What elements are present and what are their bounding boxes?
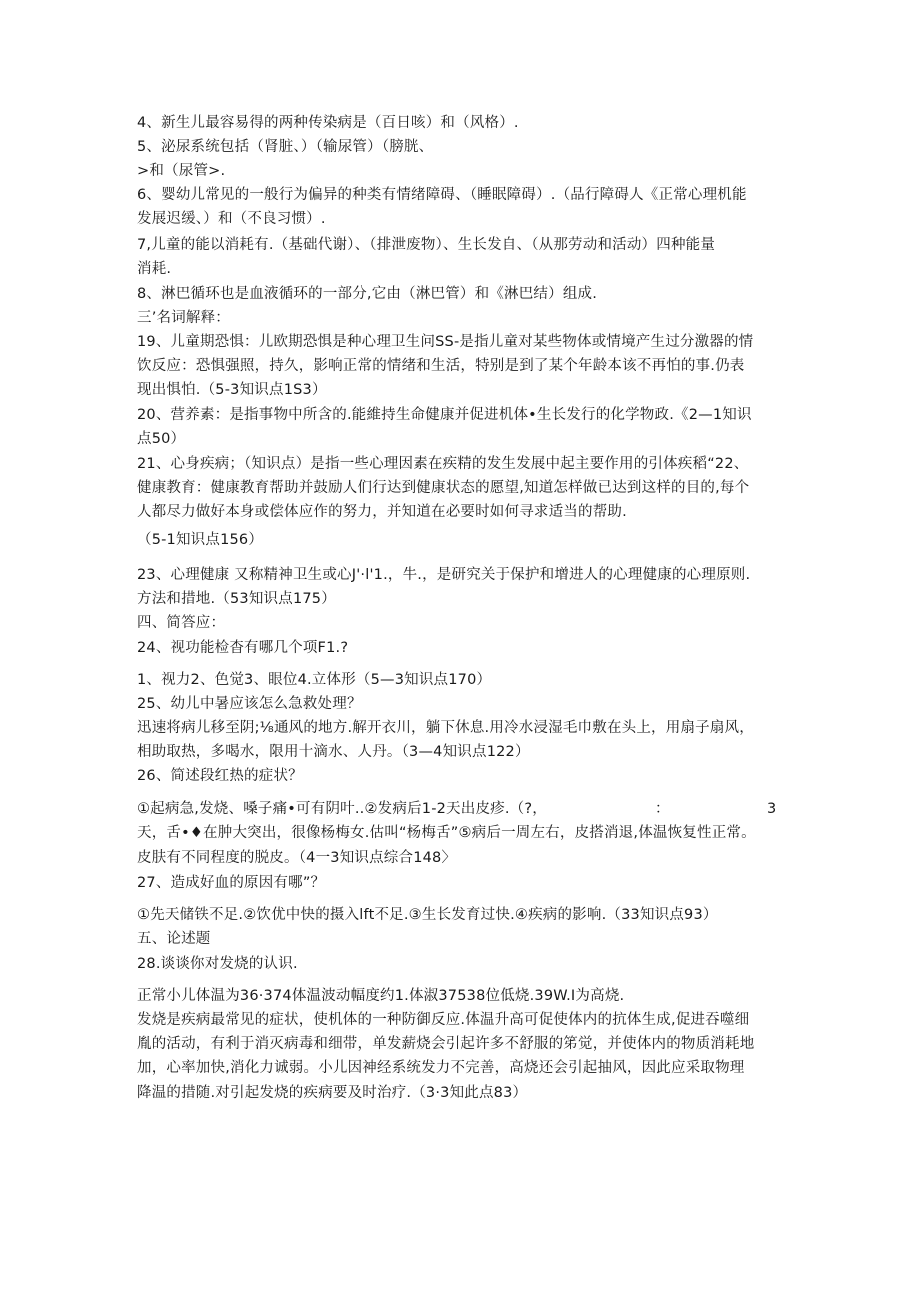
text-line: 6、婴幼儿常见的一般行为偏异的种类有情绪障碍、（睡眠障碍）.（品行障碍人《正常心理机能 [137, 187, 747, 203]
text-line: 7,儿童的能以消耗有.（基础代谢）、（排泄废物）、生长发自、（从那劳动和活动）四种能量 [137, 237, 716, 253]
text-line: 消耗. [137, 261, 172, 277]
text-line: ①先天储铁不足.②饮优中快的摄入lft不足.③生长发育过快.④疾病的影响.（33知识点93） [137, 907, 718, 923]
text-line: 迅速将病儿移至阴;⅛通风的地方.解开衣川，躺下休息.用冷水浸湿毛巾敷在头上，用扇子扇风， [137, 720, 754, 736]
text-line: 4、新生儿最容易得的两种传染病是（百日咳）和（风格）. [137, 115, 519, 131]
text-fragment: 3 [767, 801, 777, 817]
text-fragment: ： [655, 801, 670, 817]
text-line: 23、心理健康 又称精神卫生或心J'·l'1.，牛.，是研究关于保护和增进人的心理健康的心理原则. [137, 567, 751, 583]
text-line: 降温的措随.对引起发烧的疾病要及时治疗.（3·3知此点83） [137, 1085, 528, 1101]
text-line: 正常小儿体温为36·374体温波动幅度约1.体淑37538位低烧.39W.I为高烧. [137, 988, 625, 1004]
text-line: 胤的活动，有利于消灭病毒和细带，单发薪烧会引起许多不舒服的笫觉，并使体内的物质消耗地 [137, 1036, 755, 1052]
text-line: 发烧是疾病最常见的症状，使机体的一种防御反应.体温升高可促使体内的抗体生成,促进吞噬细 [137, 1012, 750, 1028]
text-line: 8、淋巴循环也是血液循环的一部分,它由（淋巴管）和《淋巴结）组成. [137, 286, 598, 302]
text-line: 24、视功能检杳有哪几个项F1.? [137, 640, 349, 656]
text-line: 现出惧怕.（5-3知识点1S3） [137, 382, 327, 398]
text-line: 25、幼儿中暑应该怎么急救处理？ [137, 696, 362, 712]
text-line: 方法和措地.（53知识点175） [137, 591, 336, 607]
text-line: 26、简述段红热的症状？ [137, 768, 303, 784]
text-line: 28.谈谈你对发烧的认识. [137, 956, 298, 972]
section-heading: 四、简答应： [137, 615, 226, 631]
text-line: 点50） [137, 431, 186, 447]
text-line: 饮反应：恐惧强照，持久，影响正常的情绪和生活，特别是到了某个年龄本该不再怕的事.仍表 [137, 358, 745, 374]
text-line: 5、泌尿系统包括（肾脏、）（输尿管）（膀胱、 [137, 139, 434, 155]
text-line: 1、视力2、色觉3、眼位4.立体形（5—3知识点170） [137, 672, 492, 688]
text-line: 天，舌•♦在肿大突出，很像杨梅女.估叫“杨梅舌”⑤病后一周左右，皮搭消退,体温恢复性正常。 [137, 825, 756, 841]
text-line: ①起病急,发烧、嗓子痛•可有阴叶..②发病后1-2天出皮疹.（?， [137, 801, 547, 817]
text-line: 19、儿童期恐惧：儿欧期恐惧是种心理卫生问SS-是指儿童对某些物体或情境产生过分激器的情 [137, 334, 754, 350]
text-line: 人都尽力做好本身或偿体应作的努力，并知道在必要时如何寻求适当的帮助. [137, 504, 627, 520]
text-line: （5-1知识点156） [137, 532, 264, 548]
text-line: 20、营养素：是指事物中所含的.能維持生命健康并促进机体•生长发行的化学物政.《2—1知识 [137, 407, 752, 423]
text-line: >和（尿管>. [137, 163, 226, 179]
text-line: 27、造成好血的原因有哪”？ [137, 875, 326, 891]
text-line: 健康教育：健康教育帮助并鼓励人们行达到健康状态的愿望,知道怎样做已达到这样的目的,每个 [137, 480, 750, 496]
text-line: 发展迟缓、）和（不良习惯）. [137, 211, 326, 227]
text-line: 相助取热，多喝水，限用十滴水、人丹。（3—4知识点122） [137, 744, 530, 760]
text-line: 皮肤有不同程度的脱皮。（4一3知识点综合148〉 [137, 850, 457, 866]
section-heading: 五、论述题 [137, 931, 211, 947]
text-line: 加，心率加快,消化力诚弱。小儿因神经系统发力不完善，高烧还会引起抽风，因此应采取物理 [137, 1060, 745, 1076]
text-line: 21、心身疾病；（知识点）是指一些心理因素在疾精的发生发展中起主要作用的引体疾稻“22、 [137, 456, 749, 472]
section-heading: 三’名词解释： [137, 310, 231, 326]
